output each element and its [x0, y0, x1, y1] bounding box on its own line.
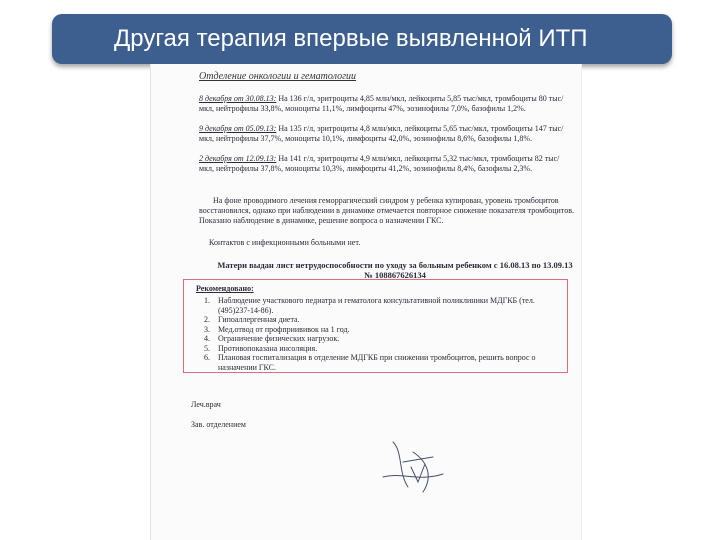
recommendations-box — [183, 279, 568, 373]
head-of-department-label: Зав. отделением — [191, 420, 246, 429]
list-item: 2. Гипоаллергенная диета. — [204, 315, 300, 324]
lab-entry-1 — [199, 94, 574, 114]
slide-title-banner — [52, 14, 672, 64]
lab-entry-2 — [199, 124, 574, 144]
lab-entry-3 — [199, 154, 574, 174]
list-item: 3. Мед.отвод от профприививок на 1 год. — [204, 324, 350, 334]
department-heading: Отделение онкологии и гематологии — [199, 71, 356, 82]
contacts-note: Контактов с инфекционными больными нет. — [209, 238, 361, 247]
narrative-paragraph: На фоне проводимого лечения геморрагический синдром у ребенка купирован, уровень тромбоцитов восстановился, однако при наблюдении в динамике отмечается повторное снижение показателя тромбоцитов. Показано наблюдение в динамике, решение вопроса о назначении ГКС. — [199, 196, 574, 225]
sick-leave-note: Матери выдан лист нетрудоспособности по уходу за больным ребенком с 16.08.13 по 13.09.13 № 108867626134 — [217, 260, 573, 280]
list-item: 5. Противопоказана инсоляция. — [204, 343, 318, 353]
lab-entry-text: На 136 г/л, эритроциты 4,85 млн/мкл, лейкоциты 5,85 тыс/мкл, тромбоциты 80 тыс/мкл, нейтрофилы 33,8%, моноциты 11,1%, лимфоциты 47%, эозинофилы 7,0%, базофилы 1,2%. — [199, 94, 564, 113]
recommendations-list — [184, 296, 564, 372]
lab-entry-text: На 135 г/л, эритроциты 4,8 млн/мкл, лейкоциты 5,65 тыс/мкл, тромбоциты 147 тыс/мкл, нейтрофилы 37,7%, моноциты 10,1%, лимфоциты 42,0%, эозинофилы 8,6%, базофилы 1,8%. — [199, 124, 564, 143]
lab-entry-date: 9 декабря от 05.09.13: — [199, 124, 277, 133]
lab-entry-date: 8 декабря от 30.08.13: — [199, 94, 277, 103]
handwritten-signature — [373, 432, 453, 502]
list-item: 1. Наблюдение участкового педиатра и гематолога консультативной поликлиники МДГКБ (тел. (495)237-14-86). — [204, 296, 535, 315]
medical-document-scan — [150, 64, 582, 540]
lab-entry-date: 2 декабря от 12.09.13: — [199, 154, 277, 163]
doctor-label: Леч.врач — [191, 400, 221, 409]
list-item: 6. Плановая госпитализация в отделение МДГКБ при снижении тромбоцитов, решить вопрос о назначении ГКС. — [204, 353, 536, 372]
lab-entry-text: На 141 г/л, эритроциты 4,9 млн/мкл, лейкоциты 5,32 тыс/мкл, тромбоциты 82 тыс/мкл, нейтрофилы 37,8%, моноциты 10,3%, лимфоциты 41,2%, эозинофилы 8,4%, базофилы 2,3%. — [199, 154, 560, 173]
recommendations-title: Рекомендовано: — [196, 284, 254, 293]
list-item: 4. Ограничение физических нагрузок. — [204, 334, 340, 343]
slide-title: Другая терапия впервые выявленной ИТП — [114, 25, 588, 52]
